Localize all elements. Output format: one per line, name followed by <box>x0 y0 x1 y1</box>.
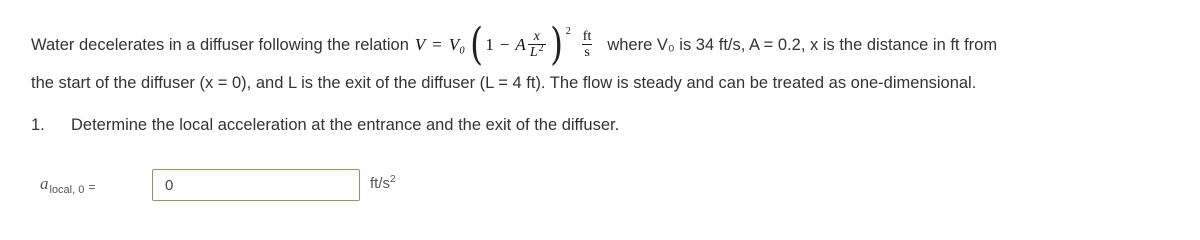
problem-statement-line-1 <box>31 14 997 76</box>
formula-outer-exponent: 2 <box>565 25 571 37</box>
formula-unit-fraction <box>581 29 594 61</box>
formula-one: 1 <box>485 35 494 54</box>
formula-left-paren: ( <box>470 19 484 70</box>
answer-unit <box>370 174 396 192</box>
answer-label-subscript: local, 0 <box>49 184 85 196</box>
answer-label-symbol: a <box>40 174 49 193</box>
answer-unit-exponent: 2 <box>390 174 396 185</box>
formula-fraction <box>528 29 546 61</box>
formula-coefficient-a: A <box>515 35 526 54</box>
question-1 <box>31 116 619 135</box>
formula-minus: − <box>499 35 510 54</box>
answer-unit-text: ft/s <box>370 175 391 192</box>
formula-equals: = <box>432 35 442 54</box>
answer-row <box>40 168 396 202</box>
question-number: 1. <box>31 116 45 134</box>
denominator-l: L <box>529 45 538 60</box>
answer-input[interactable] <box>152 169 360 201</box>
unit-denominator: s <box>584 45 590 60</box>
fraction-denominator <box>528 44 546 61</box>
formula-right-paren: ) <box>549 19 563 70</box>
formula-lhs: V <box>414 35 426 54</box>
problem-statement-line-2: the start of the diffuser (x = 0), and L is the exit of the diffuser (L = 4 ft). The flow is steady and can be treated as one-dimensional. <box>31 74 977 92</box>
question-text: Determine the local acceleration at the entrance and the exit of the diffuser. <box>71 116 620 134</box>
answer-label-equals: = <box>88 180 96 194</box>
intro-text: Water decelerates in a diffuser following the relation <box>31 35 409 54</box>
denominator-exponent: 2 <box>538 43 544 54</box>
formula <box>414 19 595 70</box>
fraction-numerator: x <box>533 29 540 44</box>
formula-v0: V₀ <box>448 35 466 54</box>
answer-label <box>40 174 148 196</box>
statement-tail: where V₀ is 34 ft/s, A = 0.2, x is the distance in ft from <box>607 35 998 54</box>
unit-numerator: ft <box>582 29 592 44</box>
